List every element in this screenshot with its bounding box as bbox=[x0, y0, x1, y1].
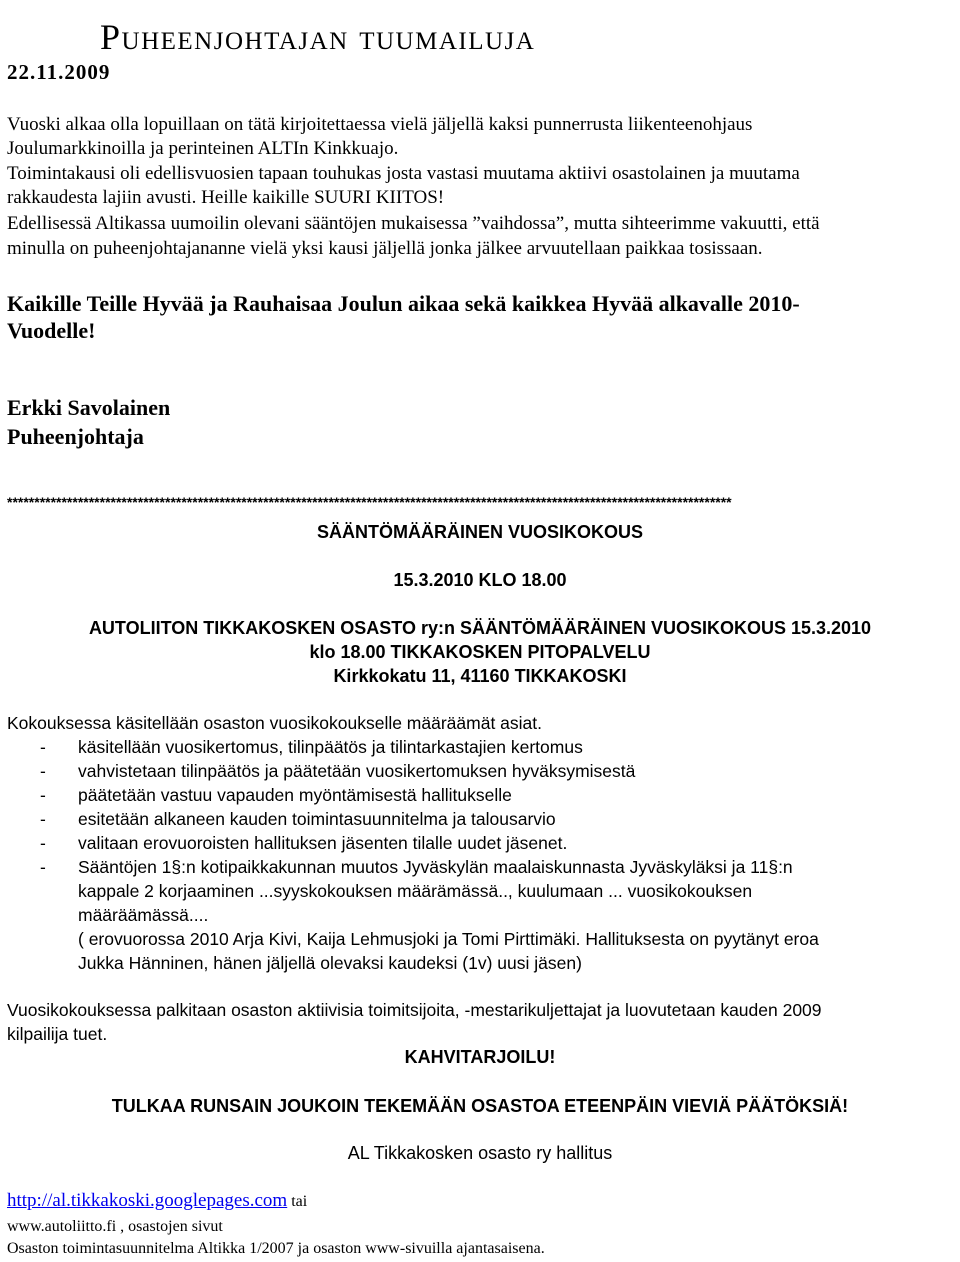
agenda-item-continuation: kappale 2 korjaaminen ...syyskokouksen määrämässä.., kuulumaan ... vuosikokouksen bbox=[78, 881, 753, 901]
bullet-dash: - bbox=[40, 833, 46, 853]
agenda-item-text: päätetään vastuu vapauden myöntämisestä hallitukselle bbox=[78, 785, 512, 805]
agenda-item-text: vahvistetaan tilinpäätös ja päätetään vuosikertomuksen hyväksymisestä bbox=[78, 761, 636, 781]
separator: ************************************************************************************************************************************* bbox=[7, 494, 732, 510]
bullet-dash: - bbox=[40, 737, 46, 757]
signer-role: Puheenjohtaja bbox=[7, 424, 144, 449]
bullet-dash: - bbox=[40, 809, 46, 829]
agenda-item-continuation: määräämässä.... bbox=[78, 905, 209, 925]
awards-text: Vuosikokouksessa palkitaan osaston aktiivisia toimitsijoita, -mestarikuljettajat ja luovutetaan kauden 2009 bbox=[7, 1000, 822, 1020]
agenda-item bbox=[40, 855, 793, 879]
agenda-item-text: valitaan erovuoroisten hallituksen jäsenten tilalle uudet jäsenet. bbox=[78, 833, 568, 853]
letter-line: Joulumarkkinoilla ja perinteinen ALTIn Kinkkuajo. bbox=[7, 138, 399, 159]
link-suffix: tai bbox=[287, 1193, 308, 1210]
agenda-item-text: Sääntöjen 1§:n kotipaikkakunnan muutos Jyväskylän maalaiskunnasta Jyväskyläksi ja 11§:n bbox=[78, 857, 793, 877]
footer-links bbox=[7, 1190, 307, 1213]
page-title: Puheenjohtajan tuumailuja bbox=[100, 17, 536, 58]
letter-line: minulla on puheenjohtajananne vielä yksi kausi jäljellä jonka jälkee arvuutellaan paikkaa tosissaan. bbox=[7, 238, 763, 259]
meeting-address: Kirkkokatu 11, 41160 TIKKAKOSKI bbox=[333, 666, 627, 686]
footer-line: Osaston toimintasuunnitelma Altikka 1/2007 ja osaston www-sivuilla ajantasaisena. bbox=[7, 1240, 545, 1257]
letter-line: Toimintakausi oli edellisvuosien tapaan touhukas josta vastasi muutama aktiivi osastolainen ja muutama bbox=[7, 163, 800, 184]
greeting-line: Vuodelle! bbox=[7, 318, 96, 343]
meeting-full-title: AUTOLIITON TIKKAKOSKEN OSASTO ry:n SÄÄNTÖMÄÄRÄINEN VUOSIKOKOUS 15.3.2010 bbox=[88, 618, 872, 638]
letter-line: Edellisessä Altikassa uumoilin olevani sääntöjen mukaisessa ”vaihdossa”, mutta sihteerimme vakuutti, että bbox=[7, 213, 820, 234]
call-to-action: TULKAA RUNSAIN JOUKOIN TEKEMÄÄN OSASTOA ETEENPÄIN VIEVIÄ PÄÄTÖKSIÄ! bbox=[111, 1096, 849, 1116]
agenda-item bbox=[40, 735, 583, 759]
bullet-dash: - bbox=[40, 761, 46, 781]
footer-line: www.autoliitto.fi , osastojen sivut bbox=[7, 1218, 223, 1235]
agenda-item-continuation: ( erovuorossa 2010 Arja Kivi, Kaija Lehmusjoki ja Tomi Pirttimäki. Hallituksesta on pyytänyt eroa bbox=[78, 929, 819, 949]
agenda-item-text: esitetään alkaneen kauden toimintasuunnitelma ja talousarvio bbox=[78, 809, 556, 829]
meeting-venue: klo 18.00 TIKKAKOSKEN PITOPALVELU bbox=[309, 642, 651, 662]
greeting-line: Kaikille Teille Hyvää ja Rauhaisaa Joulun aikaa sekä kaikkea Hyvää alkavalle 2010- bbox=[7, 291, 800, 316]
agenda-item bbox=[40, 783, 512, 807]
signer-name: Erkki Savolainen bbox=[7, 395, 171, 420]
awards-text: kilpailija tuet. bbox=[7, 1024, 108, 1044]
agenda-item bbox=[40, 807, 556, 831]
coffee-notice: KAHVITARJOILU! bbox=[404, 1047, 556, 1067]
meeting-datetime: 15.3.2010 KLO 18.00 bbox=[393, 570, 567, 590]
agenda-item bbox=[40, 831, 567, 855]
letter-line: rakkaudesta lajiin avusti. Heille kaikille SUURI KIITOS! bbox=[7, 187, 445, 208]
meeting-heading: SÄÄNTÖMÄÄRÄINEN VUOSIKOKOUS bbox=[316, 522, 643, 542]
bullet-dash: - bbox=[40, 785, 46, 805]
board-signature: AL Tikkakosken osasto ry hallitus bbox=[347, 1143, 613, 1163]
agenda-item bbox=[40, 759, 635, 783]
bullet-dash: - bbox=[40, 857, 46, 877]
letter-line: Vuoski alkaa olla lopuillaan on tätä kirjoitettaessa vielä jäljellä kaksi punnerrusta liikenteenohjaus bbox=[7, 114, 753, 135]
agenda-item-continuation: Jukka Hänninen, hänen jäljellä olevaksi kaudeksi (1v) uusi jäsen) bbox=[78, 953, 582, 973]
date-label: 22.11.2009 bbox=[7, 60, 111, 84]
agenda-item-text: käsitellään vuosikertomus, tilinpäätös ja tilintarkastajien kertomus bbox=[78, 737, 583, 757]
meeting-intro: Kokouksessa käsitellään osaston vuosikokoukselle määräämät asiat. bbox=[7, 713, 543, 733]
website-link[interactable]: http://al.tikkakoski.googlepages.com bbox=[7, 1190, 288, 1211]
